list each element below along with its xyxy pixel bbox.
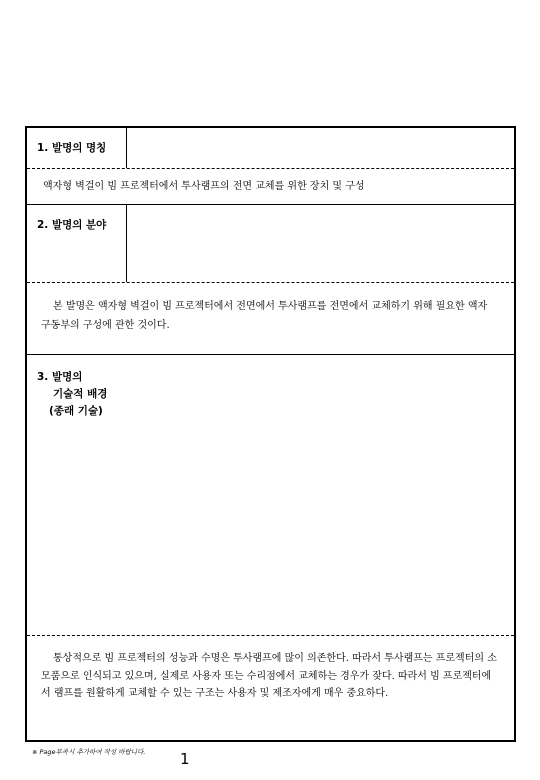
section-3-body-row [27, 636, 514, 742]
section-1-body-row [27, 169, 514, 205]
section-3-heading-line1: 3. 발명의 [37, 371, 83, 383]
section-2-heading-row [27, 205, 514, 283]
document-form [25, 126, 516, 742]
section-2-body-row [27, 283, 514, 355]
page-number: 1 [180, 750, 190, 768]
section-2-body: 본 발명은 액자형 벽걸이 빔 프로젝터에서 전면에서 투사램프를 전면에서 교체하기 위해 필요한 액자 구동부의 구성에 관한 것이다. [41, 301, 488, 331]
section-1-heading-row [27, 128, 514, 169]
section-1-body: 액자형 벽걸이 빔 프로젝터에서 투사램프의 전면 교체를 위한 장치 및 구성 [43, 181, 365, 192]
section-3-heading [37, 369, 107, 420]
section-3-heading-row [27, 355, 514, 636]
section-3-body: 통상적으로 빔 프로젝터의 성능과 수명은 투사램프에 많이 의존한다. 따라서 투사램프는 프로젝터의 소모품으로 인식되고 있으며, 실제로 사용자 또는 수리점에서 교체하는 경우가 잦다. 따라서 빔 프로젝터에서 램프를 원활하게 교체할 수 있는 구조는 사용자 및 제조자에게 매우 중요하다. [41, 653, 497, 699]
section-3-heading-line3: (종래 기술) [49, 405, 103, 417]
section-2-heading: 2. 발명의 분야 [27, 205, 127, 282]
section-3-heading-line2: 기술적 배경 [53, 388, 108, 400]
footer-note: ※ Page부족시 추가하여 작성 바랍니다. [32, 748, 146, 756]
section-1-heading: 1. 발명의 명칭 [27, 128, 127, 168]
